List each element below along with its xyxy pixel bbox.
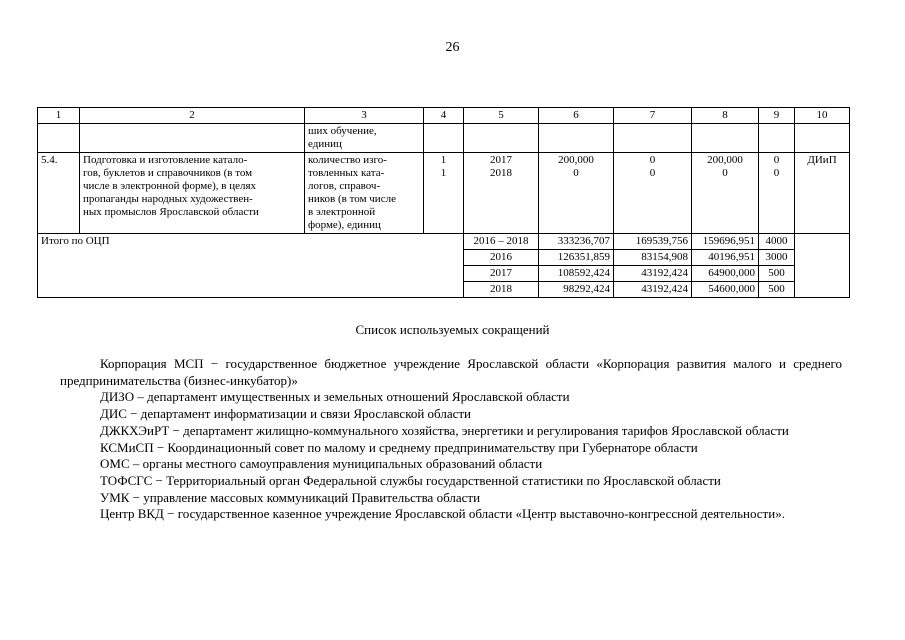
amount-cell: 500: [759, 282, 795, 298]
abbreviation-item: Корпорация МСП − государственное бюджетное учреждение Ярославской области «Корпорация развития малого и среднего предпринимательства (бизнес-инкубатор)»: [60, 356, 842, 388]
total-label: Итого по ОЦП: [38, 234, 464, 298]
header-cell: 10: [795, 108, 850, 124]
page-number: 26: [445, 40, 460, 55]
amount-cell: 4000: [759, 234, 795, 250]
amount-cell: 126351,859: [539, 250, 614, 266]
program-table: [37, 107, 850, 298]
amount-cell: 200,000 0: [692, 153, 759, 234]
abbreviation-item: КСМиСП − Координационный совет по малому и среднему предпринимательству при Губернаторе области: [100, 439, 698, 455]
abbreviation-item: УМК − управление массовых коммуникаций Правительства области: [100, 489, 481, 505]
abbreviation-item: ОМС – органы местного самоуправления муниципальных образований области: [100, 456, 543, 472]
table-row-5-4: [38, 153, 850, 234]
amount-cell: 64900,000: [692, 266, 759, 282]
amount-cell: 0 0: [759, 153, 795, 234]
year-cell: 2017 2018: [464, 153, 539, 234]
activity-name: Подготовка и изготовление катало- гов, буклетов и справочников (в том числе в электронной форме), в целях пропаганды народных художествен- ных промыслов Ярославской области: [80, 153, 305, 234]
amount-total-cell: 200,000 0: [539, 153, 614, 234]
abbreviation-item: ТОФСГС − Территориальный орган Федеральной службы государственной статистики по Ярославской области: [100, 472, 721, 488]
executor-cell: ДИиП: [795, 153, 850, 234]
year-cell: 2016: [464, 250, 539, 266]
header-cell: 2: [80, 108, 305, 124]
amount-cell: 333236,707: [539, 234, 614, 250]
unit-cell: количество изго- товленных ката- логов, справоч- ников (в том числе в электронной форме), единиц: [305, 153, 424, 234]
amount-cell: 43192,424: [614, 266, 692, 282]
header-cell: 6: [539, 108, 614, 124]
abbreviations-title: Список используемых сокращений: [355, 322, 550, 337]
abbreviations-list: [60, 356, 842, 523]
amount-cell: 43192,424: [614, 282, 692, 298]
amount-cell: 98292,424: [539, 282, 614, 298]
year-cell: 2018: [464, 282, 539, 298]
unit-cell: ших обучение, единиц: [305, 124, 424, 153]
amount-cell: 54600,000: [692, 282, 759, 298]
table-row-total: [38, 234, 850, 250]
amount-cell: 500: [759, 266, 795, 282]
header-cell: 4: [424, 108, 464, 124]
abbreviation-item: ДИС − департамент информатизации и связи Ярославской области: [100, 406, 472, 422]
abbreviation-item: Центр ВКД − государственное казенное учреждение Ярославской области «Центр выставочно-конгрессной деятельности».: [100, 506, 785, 522]
amount-cell: 169539,756: [614, 234, 692, 250]
abbreviation-item: ДИЗО – департамент имущественных и земельных отношений Ярославской области: [100, 389, 570, 405]
amount-cell: 108592,424: [539, 266, 614, 282]
amount-cell: 40196,951: [692, 250, 759, 266]
header-cell: 1: [38, 108, 80, 124]
quantity-cell: 1 1: [424, 153, 464, 234]
table-row-continuation: [38, 124, 850, 153]
header-cell: 9: [759, 108, 795, 124]
amount-cell: 0 0: [614, 153, 692, 234]
year-cell: 2017: [464, 266, 539, 282]
amount-cell: 3000: [759, 250, 795, 266]
header-cell: 5: [464, 108, 539, 124]
header-cell: 8: [692, 108, 759, 124]
row-number: 5.4.: [38, 153, 80, 234]
header-cell: 3: [305, 108, 424, 124]
year-cell: 2016 – 2018: [464, 234, 539, 250]
abbreviation-item: ДЖКХЭиРТ − департамент жилищно-коммунального хозяйства, энергетики и регулирования тарифов Ярославской области: [100, 422, 789, 438]
amount-cell: 83154,908: [614, 250, 692, 266]
header-cell: 7: [614, 108, 692, 124]
table-header-row: [38, 108, 850, 124]
amount-cell: 159696,951: [692, 234, 759, 250]
